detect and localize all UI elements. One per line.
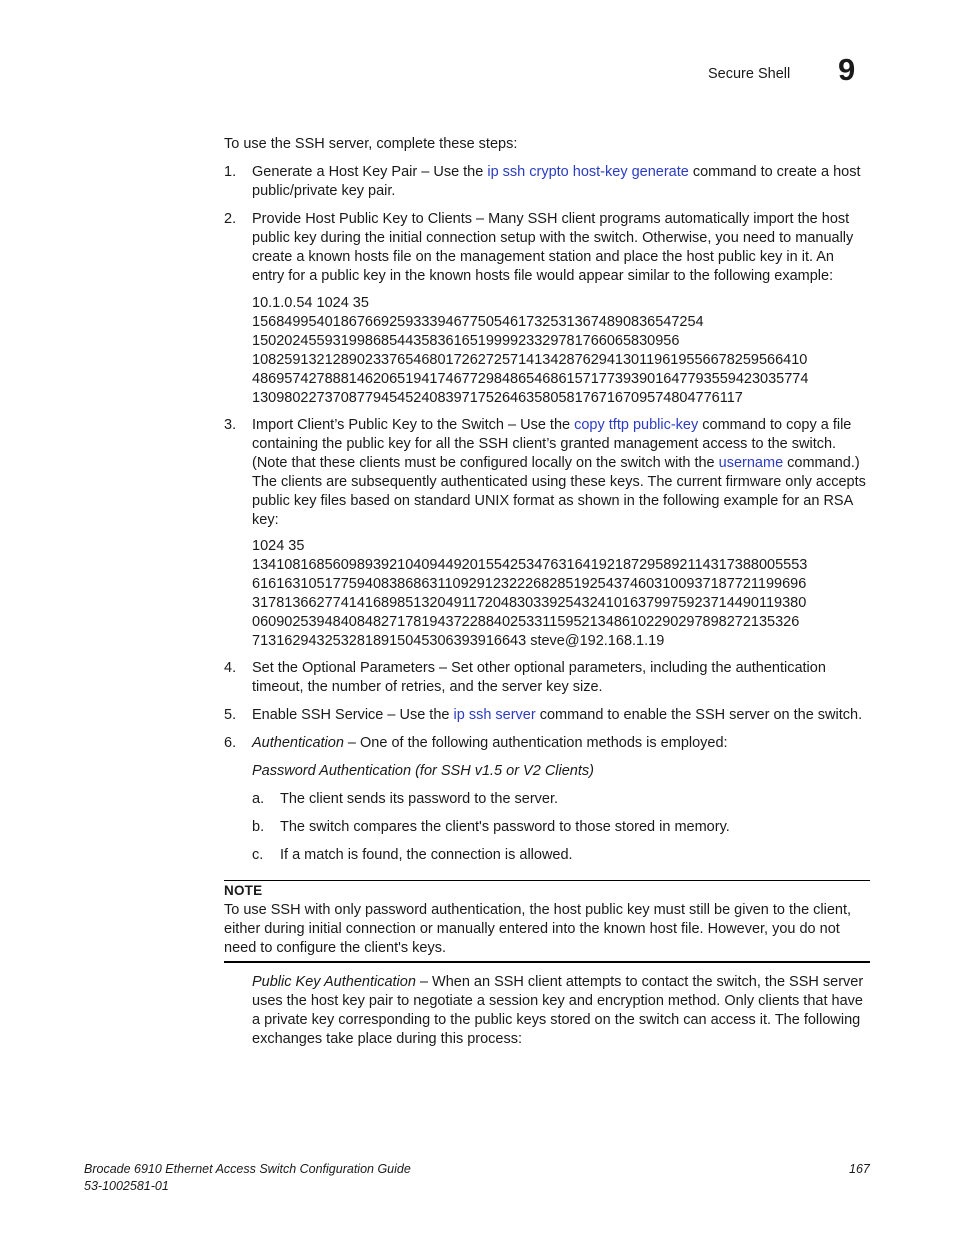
code-line: 10825913212890233765468017262725714134287629413011961955667825956641​0 — [252, 352, 808, 368]
step-6 — [224, 734, 870, 754]
public-key-auth-paragraph: Public Key Authentication – When an SSH client attempts to contact the switch, the SSH server uses the host key pair to negotiate a session key and encryption method. Only clients that have a private key corresponding to the public keys stored on the switch can access it. The following exchanges take place during this process: — [252, 974, 864, 1047]
step-number: 1. — [224, 164, 237, 180]
code-line: 10.1.0.54 1024 35 — [252, 295, 369, 311]
step-4 — [224, 659, 870, 699]
note-label: NOTE — [224, 883, 263, 898]
known-hosts-example — [252, 294, 872, 408]
substep-letter: c. — [252, 847, 264, 863]
footer-doc-number: 53-1002581-01 — [84, 1179, 169, 1193]
substep-text: The switch compares the client's password to those stored in memory. — [280, 819, 730, 835]
substep-c — [224, 846, 870, 866]
code-line: 06090253948408482717819437228840253311595213486102290297898272135326 — [252, 614, 800, 630]
step-number: 6. — [224, 735, 237, 751]
step-1 — [224, 163, 870, 203]
substep-a — [224, 790, 870, 810]
step-text: Provide Host Public Key to Clients – Many SSH client programs automatically import the host public key during the initial connection setup with the switch. Otherwise, you need to manually create a known hosts file on the management station and place the host public key in it. An entry for a public key in the known hosts file would appear similar to the following example: — [252, 211, 854, 284]
step-number: 4. — [224, 660, 237, 676]
code-line: 61616310517759408386863110929123222682851925437460310093718772119969​6 — [252, 576, 807, 592]
step-text: Enable SSH Service – Use the ip ssh server command to enable the SSH server on the switch. — [252, 707, 863, 723]
step-text: Set the Optional Parameters – Set other optional parameters, including the authentication timeout, the number of retries, and the server key size. — [252, 660, 826, 695]
code-line: 13098022737087794545240839717526463580581767167095748047761​17 — [252, 390, 743, 406]
footer-doc-title: Brocade 6910 Ethernet Access Switch Configuration Guide — [84, 1162, 411, 1176]
step-5 — [224, 706, 870, 726]
substep-letter: b. — [252, 819, 265, 835]
password-auth-heading: Password Authentication (for SSH v1.5 or V2 Clients) — [252, 763, 594, 779]
code-line: 31781366277414168985132049117204830339254324101637997592371449011938​0 — [252, 595, 807, 611]
step-text: Generate a Host Key Pair – Use the ip ssh crypto host-key generate command to create a host public/private key pair. — [252, 164, 861, 199]
substep-text: If a match is found, the connection is allowed. — [280, 847, 573, 863]
code-line: 48695742788814620651941746772984865468615717739390164779355942303577​4 — [252, 371, 809, 387]
note-text: To use SSH with only password authentication, the host public key must still be given to the client, either during initial connection or manually entered into the known host file. However, you do not need to configure the client's keys. — [224, 902, 852, 956]
footer-page-number: 167 — [849, 1162, 870, 1176]
step-3 — [224, 416, 870, 531]
substep-b — [224, 818, 870, 838]
code-line: 134108168560989392104094492015542534763164192187295892114317388005553 — [252, 557, 808, 573]
header-section-title: Secure Shell — [708, 66, 791, 82]
intro-text: To use the SSH server, complete these steps: — [224, 136, 518, 152]
step-number: 5. — [224, 707, 237, 723]
step-text: Authentication – One of the following authentication methods is employed: — [252, 735, 728, 751]
step-number: 2. — [224, 211, 237, 227]
chapter-number: 9 — [838, 52, 856, 87]
note-bottom-rule — [224, 961, 870, 963]
command-link[interactable]: copy tftp public-key — [574, 417, 699, 433]
code-line: 7131629432532818915045306393916643 steve@192.168.1.19 — [252, 633, 665, 649]
substep-text: The client sends its password to the server. — [280, 791, 559, 807]
code-line: 15020245593199868544358361651999923329781766065830956 — [252, 333, 680, 349]
command-link[interactable]: ip ssh crypto host-key generate — [487, 164, 689, 180]
rsa-key-example — [252, 537, 872, 651]
code-line: 15684995401867669259333946775054617325313674890836547254 — [252, 314, 704, 330]
step-2 — [224, 210, 870, 290]
command-link[interactable]: username — [718, 455, 784, 471]
substep-letter: a. — [252, 791, 265, 807]
step-text: Import Client’s Public Key to the Switch – Use the copy tftp public-key command to copy a file containing the public key for all the SSH client’s granted management access to the switch. (Note that these clients must be configured locally on the switch with the username command.) The clients are subsequently authenticated using these keys. The current firmware only accepts public key files based on standard UNIX format as shown in the following example for an RSA key: — [252, 417, 866, 528]
note-top-rule — [224, 880, 870, 881]
step-number: 3. — [224, 417, 237, 433]
command-link[interactable]: ip ssh server — [453, 707, 536, 723]
code-line: 1024 35 — [252, 538, 305, 554]
